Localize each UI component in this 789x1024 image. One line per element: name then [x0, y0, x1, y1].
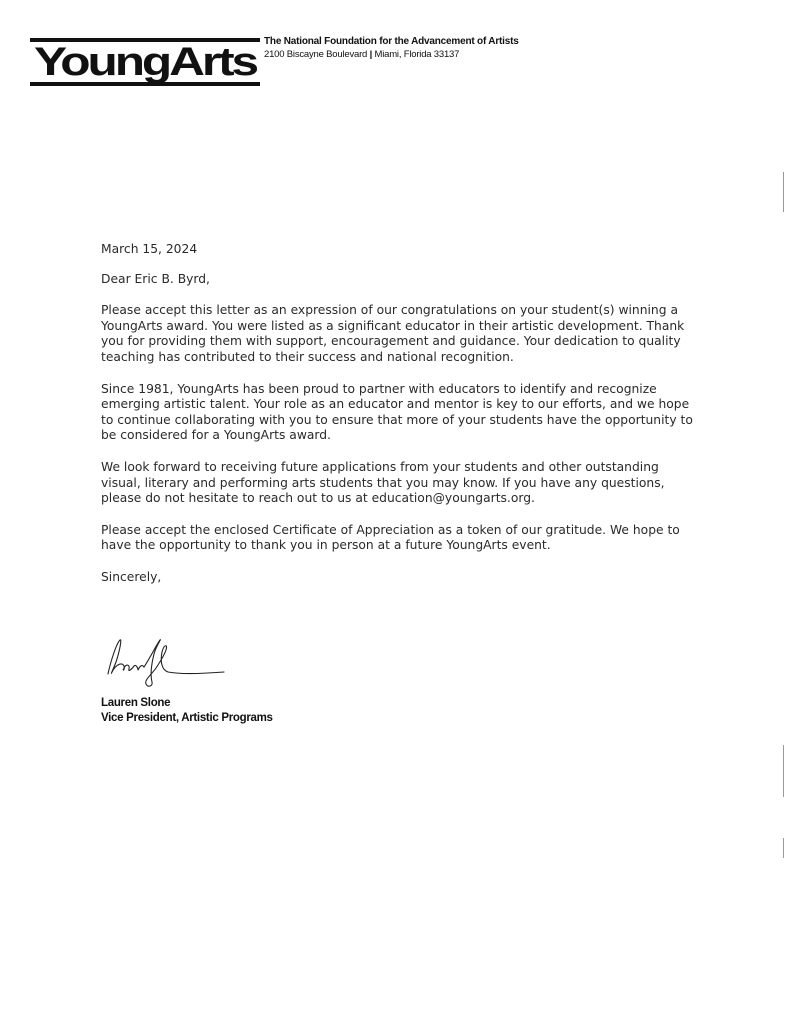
paragraph-3: We look forward to receiving future applications from your students and other outstanding visual, literary and performing arts students that you may know. If you have any questions, please do not hesitate to reach out to us at education@youngarts.org.: [101, 459, 665, 506]
paragraph-4: Please accept the enclosed Certificate of Appreciation as a token of our gratitude. We hope to have the opportunity to thank you in person at a future YoungArts event.: [101, 522, 680, 553]
youngarts-logo: [30, 38, 260, 86]
org-name: The National Foundation for the Advancement of Artists: [264, 36, 519, 47]
address-street: 2100 Biscayne Boulevard: [264, 49, 368, 60]
letter-body: [101, 242, 701, 602]
org-address: [264, 49, 459, 60]
signer-title: Vice President, Artistic Programs: [101, 712, 273, 724]
handwritten-signature: [98, 634, 238, 694]
paragraph-1: Please accept this letter as an expression of our congratulations on your student(s) winning a YoungArts award. You were listed as a significant educator in their artistic development. Thank you for providing them with support, encouragement and guidance. Your dedication to quality teaching has contributed to their success and national recognition.: [101, 303, 685, 364]
letter-date: March 15, 2024: [101, 242, 198, 256]
salutation: Dear Eric B. Byrd,: [101, 271, 210, 286]
address-city: Miami, Florida 33137: [374, 49, 460, 60]
closing: Sincerely,: [101, 569, 162, 584]
paragraph-2: Since 1981, YoungArts has been proud to partner with educators to identify and recognize emerging artistic talent. Your role as an educator and mentor is key to our efforts, and we hope to continue collaborating with you to ensure that more of your students have the opportunity to be considered for a YoungArts award.: [101, 381, 693, 443]
scan-artifact: [783, 745, 784, 797]
signer-block: [101, 696, 273, 726]
address-separator: |: [369, 49, 373, 60]
scan-artifact: [783, 172, 784, 212]
signer-name: Lauren Slone: [101, 697, 171, 709]
logo-text: YoungArts: [34, 40, 258, 84]
scan-artifact: [783, 838, 784, 858]
